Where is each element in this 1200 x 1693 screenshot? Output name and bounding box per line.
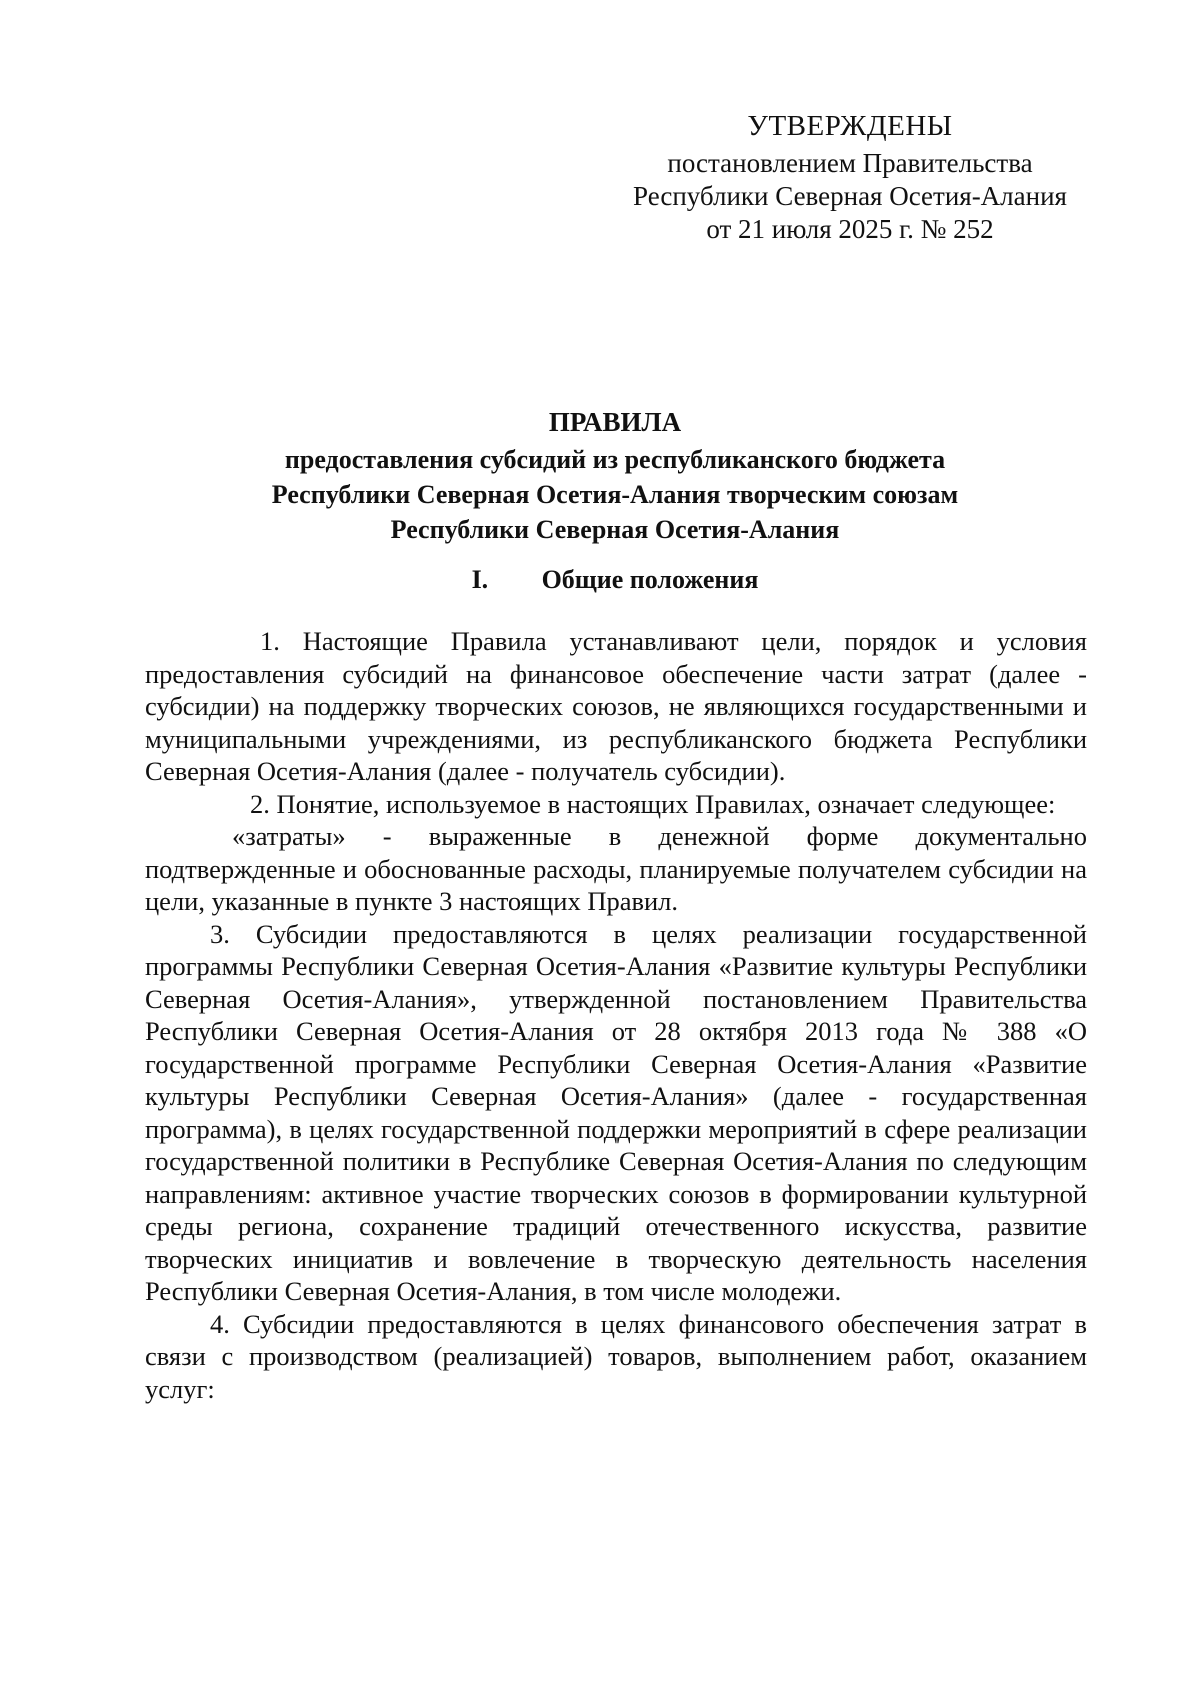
document-title: ПРАВИЛА <box>548 407 682 437</box>
document-subtitle-line: Республики Северная Осетия-Алания творческим союзам <box>271 480 959 509</box>
document-subtitle-line: предоставления субсидий из республиканского бюджета <box>284 445 946 474</box>
document-title-block <box>145 405 1085 547</box>
section-heading <box>145 563 1085 596</box>
approval-title: УТВЕРЖДЕНЫ <box>747 110 953 142</box>
paragraph: 4. Субсидии предоставляются в целях финансового обеспечения затрат в связи с производством (реализацией) товаров, выполнением работ, оказанием услуг: <box>145 1308 1087 1404</box>
approval-date-line: от 21 июля 2025 г. № 252 <box>706 214 994 244</box>
paragraph: 1. Настоящие Правила устанавливают цели, порядок и условия предоставления субсидий на финансовое обеспечение части затрат (далее - субсидии) на поддержку творческих союзов, не являющихся государственными и муниципальными учреждениями, из республиканского бюджета Республики Северная Осетия-Алания (далее - получатель субсидии). <box>145 626 1087 786</box>
section-number: I. <box>471 565 489 594</box>
paragraph: 3. Субсидии предоставляются в целях реализации государственной программы Республики Северная Осетия-Алания «Развитие культуры Республики Северная Осетия-Алания», утвержденной постановлением Правительства Республики Северная Осетия-Алания от 28 октября 2013 года № 388 «О государственной программе Республики Северная Осетия-Алания «Развитие культуры Республики Северная Осетия-Алания» (далее - государственная программа), в целях государственной поддержки мероприятий в сфере реализации государственной политики в Республике Северная Осетия-Алания по следующим направлениям: активное участие творческих союзов в формировании культурной среды региона, сохранение традиций отечественного искусства, развитие творческих инициатив и вовлечение в творческую деятельность населения Республики Северная Осетия-Алания, в том числе молодежи. <box>145 918 1087 1306</box>
paragraph-definition: «затраты» - выраженные в денежной форме документально подтвержденные и обоснованные расходы, планируемые получателем субсидии на цели, указанные в пункте 3 настоящих Правил. <box>145 821 1087 916</box>
approval-line: постановлением Правительства <box>667 148 1033 178</box>
section-title: Общие положения <box>541 565 759 594</box>
body-text <box>145 625 1087 1405</box>
document-subtitle-line: Республики Северная Осетия-Алания <box>390 515 840 544</box>
approval-line: Республики Северная Осетия-Алания <box>633 181 1067 211</box>
approval-block <box>600 110 1100 246</box>
paragraph: 2. Понятие, используемое в настоящих Правилах, означает следующее: <box>250 788 1056 819</box>
